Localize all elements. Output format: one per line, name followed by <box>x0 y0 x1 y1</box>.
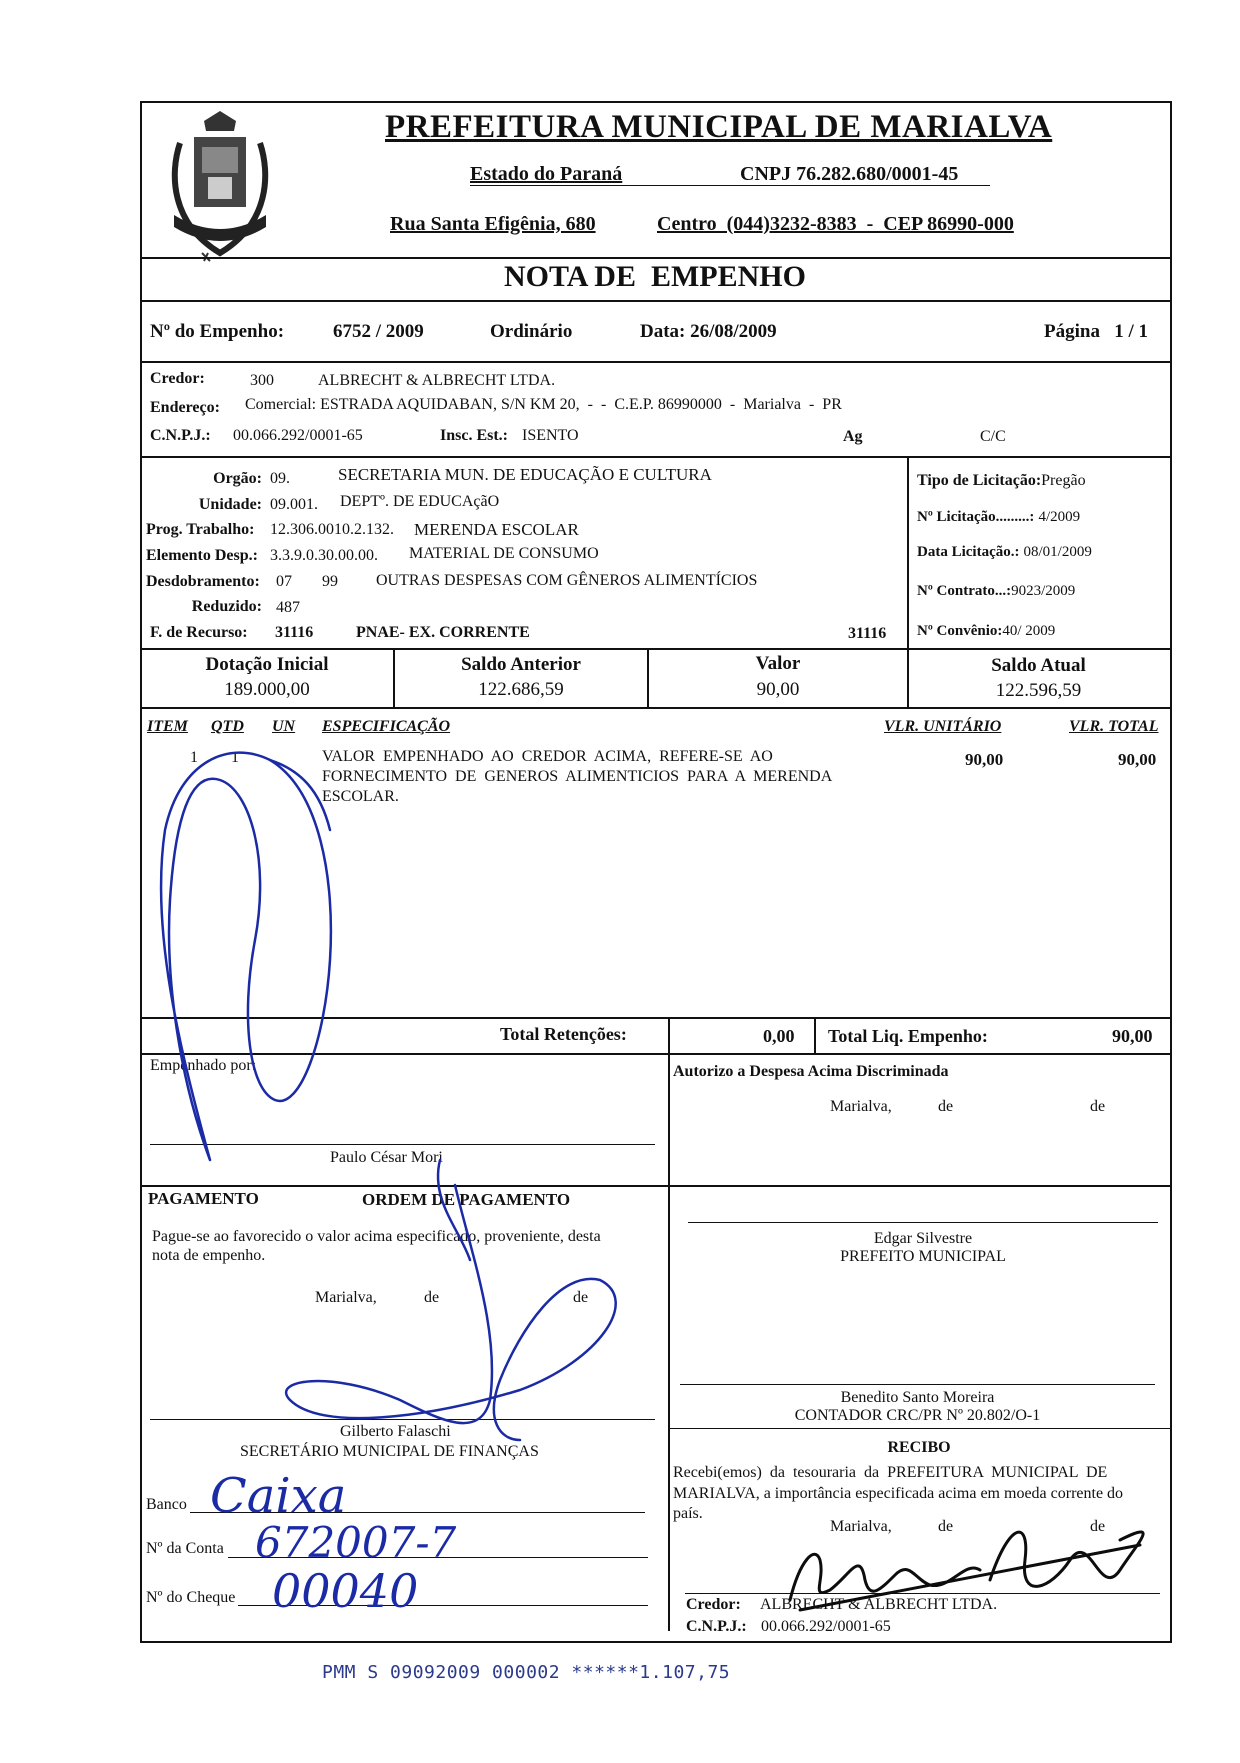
credor-label: Credor: <box>150 370 205 387</box>
unidade-code: 09.001. <box>270 496 318 513</box>
tipo-licitacao <box>917 472 1086 490</box>
contrato <box>917 582 1075 600</box>
valor-value: 90,00 <box>756 679 800 700</box>
prefeito-name: Edgar Silvestre <box>873 1230 973 1247</box>
data-licitacao <box>917 543 1092 561</box>
col-header-spec: ESPECIFICAÇÃO <box>322 718 451 735</box>
insc-value: ISENTO <box>522 427 579 444</box>
empenho-label: Nº do Empenho: <box>150 321 285 342</box>
data-licitacao-value: 08/01/2009 <box>1023 544 1092 560</box>
recibo-text-3: país. <box>673 1505 703 1522</box>
saldo-atual-label: Saldo Atual <box>991 655 1086 676</box>
unidade-label: Unidade: <box>198 496 262 513</box>
municipality-title: PREFEITURA MUNICIPAL DE MARIALVA <box>385 109 1053 145</box>
dotacao-label: Dotação Inicial <box>205 654 329 675</box>
banco-handwriting: Caixa <box>210 1468 347 1524</box>
elemento-name: MATERIAL DE CONSUMO <box>409 545 599 562</box>
desdob-code-1: 07 <box>276 573 292 590</box>
cheque-label: Nº do Cheque <box>146 1589 236 1606</box>
recurso-code-right: 31116 <box>848 625 887 642</box>
street-address: Rua Santa Efigênia, 680 <box>390 213 596 235</box>
credor-code: 300 <box>250 372 274 389</box>
saldo-anterior-value: 122.686,59 <box>478 679 564 700</box>
state-label: Estado do Paraná <box>470 163 623 185</box>
tipo-licitacao-label: Tipo de Licitação: <box>917 472 1042 489</box>
reduzido-label: Reduzido: <box>191 598 262 615</box>
municipality-cnpj: CNPJ 76.282.680/0001-45 <box>740 163 959 185</box>
contact-info: Centro (044)3232-8383 - CEP 86990-000 <box>657 213 1014 235</box>
pagamento-de-1: de <box>424 1289 440 1306</box>
empenho-date: Data: 26/08/2009 <box>640 321 777 342</box>
recibo-credor-label: Credor: <box>686 1596 741 1613</box>
document-title: NOTA DE EMPENHO <box>504 260 806 293</box>
valor-label: Valor <box>755 653 801 674</box>
coat-of-arms-icon <box>150 103 290 263</box>
col-header-unit: VLR. UNITÁRIO <box>884 718 1002 735</box>
liquido-value: 90,00 <box>1112 1026 1153 1046</box>
convenio-label: Nº Convênio: <box>917 623 1003 639</box>
recibo-credor: ALBRECHT & ALBRECHT LTDA. <box>760 1596 998 1613</box>
numero-licitacao-label: Nº Licitação.........: <box>917 509 1035 525</box>
empenho-number: 6752 / 2009 <box>333 321 424 342</box>
col-header-un: UN <box>272 718 296 735</box>
prog-label: Prog. Trabalho: <box>146 521 255 538</box>
conta-label: Nº da Conta <box>146 1540 224 1557</box>
autorizo-label: Autorizo a Despesa Acima Discriminada <box>673 1063 949 1080</box>
desdob-name: OUTRAS DESPESAS COM GÊNEROS ALIMENTÍCIOS <box>376 572 758 589</box>
cc-label: C/C <box>980 428 1006 445</box>
recibo-title: RECIBO <box>887 1439 951 1456</box>
convenio-value: 40/ 2009 <box>1002 623 1056 639</box>
cheque-handwriting: 00040 <box>272 1564 419 1618</box>
recibo-cnpj: 00.066.292/0001-65 <box>761 1618 891 1635</box>
pagamento-de-2: de <box>573 1289 589 1306</box>
address-label: Endereço: <box>150 399 220 416</box>
orgao-code: 09. <box>270 470 290 487</box>
desdob-label: Desdobramento: <box>146 573 260 590</box>
numero-licitacao <box>917 508 1080 526</box>
pagamento-place: Marialva, <box>315 1289 377 1306</box>
col-header-qtd: QTD <box>211 718 244 735</box>
contador-name: Benedito Santo Moreira <box>840 1389 995 1406</box>
recibo-de-1: de <box>938 1518 954 1535</box>
credor-name: ALBRECHT & ALBRECHT LTDA. <box>318 372 556 389</box>
numero-licitacao-value: 4/2009 <box>1038 509 1081 525</box>
recibo-de-2: de <box>1090 1518 1106 1535</box>
contador-role: CONTADOR CRC/PR Nº 20.802/O-1 <box>794 1407 1041 1424</box>
empenho-kind: Ordinário <box>490 321 573 342</box>
retencoes-label: Total Retenções: <box>500 1024 627 1044</box>
liquido-label: Total Liq. Empenho: <box>828 1026 988 1046</box>
prefeito-role: PREFEITO MUNICIPAL <box>840 1248 1006 1265</box>
item-spec-line-2: FORNECIMENTO DE GENEROS ALIMENTICIOS PARA A MERENDA <box>322 768 833 785</box>
recibo-text-1: Recebi(emos) da tesouraria da PREFEITURA MUNICIPAL DE <box>673 1464 1108 1481</box>
item-qtd: 1 <box>231 749 239 766</box>
pagamento-label: PAGAMENTO <box>148 1189 259 1208</box>
item-unit-value: 90,00 <box>965 750 1004 769</box>
autorizo-de-2: de <box>1090 1098 1106 1115</box>
prog-name: MERENDA ESCOLAR <box>414 520 579 539</box>
item-spec-line-3: ESCOLAR. <box>322 788 399 805</box>
pagamento-text-1: Pague-se ao favorecido o valor acima especificado, proveniente, desta <box>152 1228 601 1245</box>
col-header-total: VLR. TOTAL <box>1069 718 1159 735</box>
elemento-label: Elemento Desp.: <box>146 547 258 564</box>
item-spec-line-1: VALOR EMPENHADO AO CREDOR ACIMA, REFERE-SE AO <box>322 748 773 765</box>
tipo-licitacao-value: Pregão <box>1041 472 1086 489</box>
ordem-pagamento-label: ORDEM DE PAGAMENTO <box>362 1190 571 1209</box>
insc-label: Insc. Est.: <box>440 427 509 444</box>
payment-stamp: PMM S 09092009 000002 ******1.107,75 <box>322 1662 731 1683</box>
orgao-name: SECRETARIA MUN. DE EDUCAÇÃO E CULTURA <box>338 465 712 484</box>
saldo-atual-value: 122.596,59 <box>995 680 1082 701</box>
recibo-place: Marialva, <box>830 1518 892 1535</box>
empenhado-label: Empenhado por: <box>150 1057 257 1074</box>
item-total-value: 90,00 <box>1118 750 1157 769</box>
elemento-code: 3.3.9.0.30.00.00. <box>270 547 378 564</box>
ag-label: Ag <box>843 428 863 445</box>
col-header-item: ITEM <box>147 718 188 735</box>
autorizo-de-1: de <box>938 1098 954 1115</box>
reduzido-value: 487 <box>276 599 300 616</box>
recurso-code: 31116 <box>275 624 314 641</box>
page-number: Página 1 / 1 <box>1044 321 1148 342</box>
credor-cnpj: 00.066.292/0001-65 <box>233 427 363 444</box>
retencoes-value: 0,00 <box>763 1026 795 1046</box>
dotacao-value: 189.000,00 <box>224 679 310 700</box>
data-licitacao-label: Data Licitação.: <box>917 544 1020 560</box>
convenio <box>917 622 1055 640</box>
contrato-label: Nº Contrato...: <box>917 583 1012 599</box>
secretario-name: Gilberto Falaschi <box>340 1423 451 1440</box>
recurso-name: PNAE- EX. CORRENTE <box>356 624 530 641</box>
autorizo-place: Marialva, <box>830 1098 892 1115</box>
orgao-label: Orgão: <box>213 470 262 487</box>
empenhado-name: Paulo César Mori <box>330 1149 443 1166</box>
recurso-label: F. de Recurso: <box>150 624 248 641</box>
conta-handwriting: 672007-7 <box>255 1518 457 1567</box>
desdob-code-2: 99 <box>322 573 338 590</box>
recibo-text-2: MARIALVA, a importância especificada acima em moeda corrente do <box>673 1485 1124 1502</box>
item-number: 1 <box>190 749 198 766</box>
cnpj-label: C.N.P.J.: <box>150 427 211 444</box>
prog-code: 12.306.0010.2.132. <box>270 521 394 538</box>
credor-address: Comercial: ESTRADA AQUIDABAN, S/N KM 20, - - C.E.P. 86990000 - Marialva - PR <box>245 396 842 413</box>
unidade-name: DEPTº. DE EDUCAçãO <box>340 493 500 510</box>
pagamento-text-2: nota de empenho. <box>152 1247 266 1264</box>
contrato-value: 9023/2009 <box>1011 583 1076 599</box>
saldo-anterior-label: Saldo Anterior <box>461 654 581 675</box>
banco-label: Banco <box>146 1496 187 1513</box>
recibo-cnpj-label: C.N.P.J.: <box>686 1618 747 1635</box>
secretario-role: SECRETÁRIO MUNICIPAL DE FINANÇAS <box>240 1443 539 1460</box>
